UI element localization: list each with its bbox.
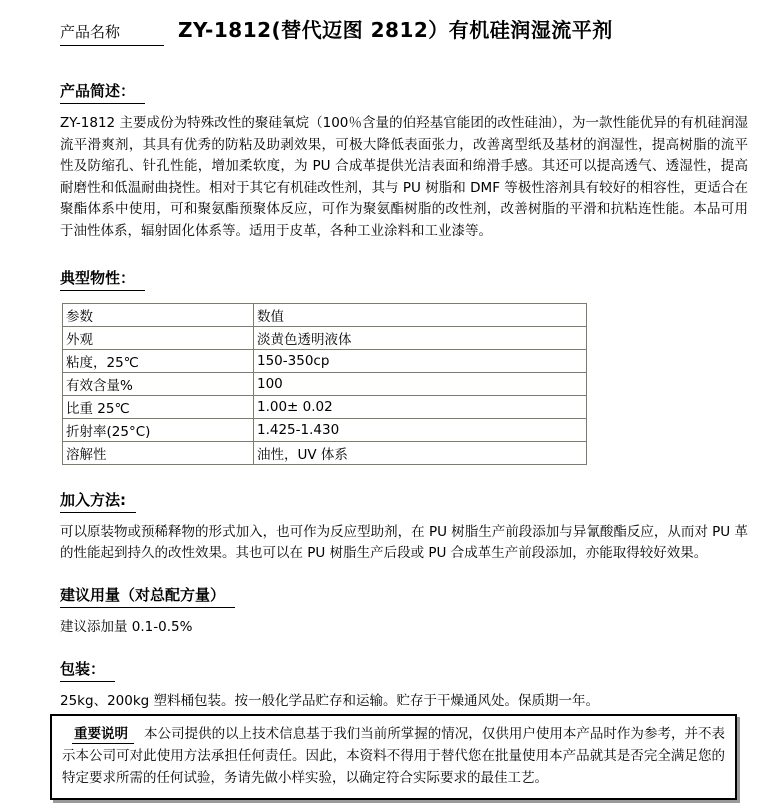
notice-box — [50, 714, 737, 800]
packaging-heading: 包装： — [60, 658, 115, 682]
section-overview — [60, 80, 748, 243]
table-row — [63, 395, 587, 418]
property-name: 外观 — [63, 326, 254, 349]
overview-body: ZY-1812 主要成份为特殊改性的聚硅氧烷（100％含量的伯羟基官能团的改性硅油），为一款性能优异的有机硅润湿流平滑爽剂，其具有优秀的防粘及助剥效果，可极大降低表面张力，改善离型纸及基材的润湿性，提高树脂的流平性及防缩孔、针孔性能，增加柔软度，为 PU 合成革提供光洁表面和绵滑手感。其还可以提高透气、透湿性，提高耐磨性和低温耐曲挠性。相对于其它有机硅改性剂，其与 PU 树脂和 DMF 等极性溶剂具有较好的相容性，更适合在聚酯体系中使用，可和聚氨酯预聚体反应，可作为聚氨酯树脂的改性剂，改善树脂的平滑和抗粘连性能。本品可用于油性体系，辐射固化体系等。适用于皮革，各种工业涂料和工业漆等。 — [60, 115, 748, 239]
property-name: 溶解性 — [63, 441, 254, 464]
notice-label: 重要说明 — [72, 726, 134, 744]
section-dosage — [60, 584, 748, 639]
section-method — [60, 489, 748, 565]
table-header-value: 数值 — [254, 303, 587, 326]
dosage-heading: 建议用量（对总配方量） — [60, 584, 235, 608]
property-value: 150-350cp — [254, 349, 587, 372]
overview-heading: 产品简述： — [60, 80, 145, 104]
product-name-label: 产品名称 — [60, 21, 164, 46]
property-value: 1.00± 0.02 — [254, 395, 587, 418]
property-value: 100 — [254, 372, 587, 395]
notice-body: 本公司提供的以上技术信息基于我们当前所掌握的情况，仅供用户使用本产品时作为参考，并不表示本公司可对此使用方法承担任何责任。因此，本资料不得用于替代您在批量使用本产品就其是否完全满足您的特定要求所需的任何试验，务请先做小样实验，以确定符合实际要求的最佳工艺。 — [62, 726, 726, 786]
property-value: 1.425-1.430 — [254, 418, 587, 441]
property-name: 有效含量% — [63, 372, 254, 395]
section-properties — [60, 267, 748, 465]
table-row — [63, 349, 587, 372]
property-name: 粘度，25℃ — [63, 349, 254, 372]
property-name: 折射率(25°C) — [63, 418, 254, 441]
table-header-row — [63, 303, 587, 326]
method-heading: 加入方法: — [60, 489, 136, 513]
notice-text — [62, 723, 725, 789]
properties-heading: 典型物性： — [60, 267, 145, 291]
document-page — [60, 14, 748, 786]
property-value: 油性，UV 体系 — [254, 441, 587, 464]
packaging-body: 25kg、200kg 塑料桶包装。按一般化学品贮存和运输。贮存于干燥通风处。保质期一年。 — [60, 693, 600, 710]
product-name-row — [60, 14, 748, 46]
dosage-body: 建议添加量 0.1-0.5% — [60, 618, 193, 635]
table-row — [63, 418, 587, 441]
table-row — [63, 326, 587, 349]
table-header-parameter: 参数 — [63, 303, 254, 326]
section-packaging — [60, 658, 748, 713]
property-value: 淡黄色透明液体 — [254, 326, 587, 349]
page-title: ZY-1812(替代迈图 2812）有机硅润湿流平剂 — [178, 18, 613, 42]
table-row — [63, 372, 587, 395]
method-body: 可以原装物或预稀释物的形式加入，也可作为反应型助剂，在 PU 树脂生产前段添加与异氰酸酯反应，从而对 PU 革的性能起到持久的改性效果。其也可以在 PU 树脂生产后段或 PU 合成革生产前段添加，亦能取得较好效果。 — [60, 523, 748, 562]
property-name: 比重 25℃ — [63, 395, 254, 418]
table-row — [63, 441, 587, 464]
properties-table — [62, 303, 587, 465]
